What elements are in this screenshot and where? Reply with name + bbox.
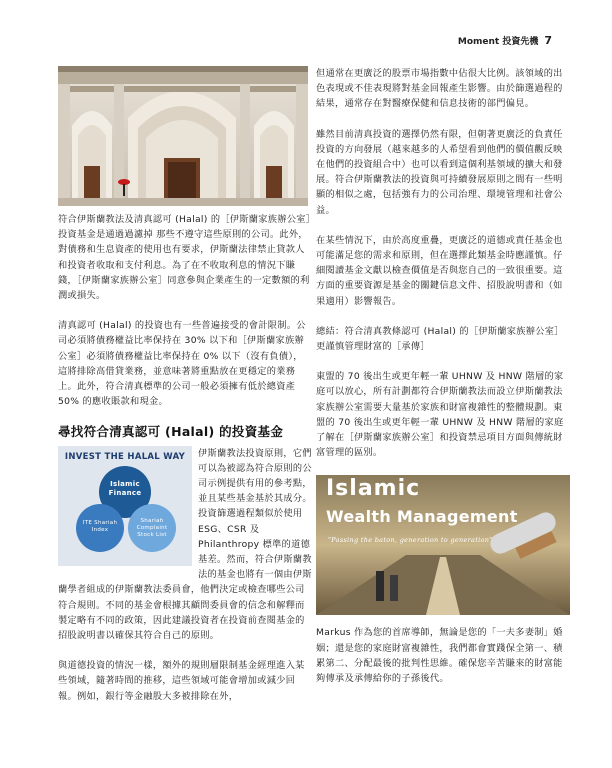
paragraph-markus-mentor: Markus 作為您的首席導師，無論是您的「一夫多妻制」婚姻；還是您的家庭財富複雜性，我們都會實踐保全第一、積累第二、分配最後的批判性思維。確保您辛苦賺來的財富能夠傳承及承傳給你的子孫後代。 — [316, 627, 563, 685]
wealth-image-title-line1: Islamic — [326, 476, 421, 502]
paragraph-responsible-investing: 雖然目前清真投資的選擇仍然有限，但朝著更廣泛的負責任投資的方向發展（越來越多的人希望看到他們的價值觀反映在他們的投資組合中）也可以看到這個利基領域的擴大和發展。符合伊斯蘭教法的投資與可持續發展原則之間有一些明顯的相似之處，包括強有力的公司治理、環境管理和社會公益。 — [316, 128, 563, 216]
paragraph-accounting-limits: 清真認可 (Halal) 的投資也有一些普遍接受的會計限制。公司必須將債務權益比率保持在 30% 以下和［伊斯蘭家族辦公室］必須將債務權益比率保持在 0% 以下（沒有負債），這將排除高借貸業務，並意味著將重點放在更穩定的業務上。此外，符合清真標準的公司一般必須擁有低於總資產 50% 的應收賬款和現金。 — [58, 320, 306, 408]
mosque-photo — [58, 66, 308, 206]
paragraph-ethical-funds: 在某些情況下，由於高度重疊，更廣泛的道德或責任基金也可能滿足您的需求和原則，但在選擇此類基金時應謹慎。仔細閱讀基金文獻以檢查價值是否與您自己的一致很重要。這方面的重要資源是基金的關鍵信息文件、招股說明書和（如果適用）影響報告。 — [316, 234, 563, 307]
page-number: 7 — [544, 34, 552, 47]
halal-graphic-left-label: ITE Shariah Index — [82, 519, 118, 533]
paragraph-shariah-principles: 伊斯蘭教法投資原則，它們可以為被認為符合原則的公司示例提供有用的參考點，並且某些基金基於其成分。投資篩選過程類似於使用 ESG、CSR 及 Philanthropy 標準的道德基差。然而，符合伊斯蘭教法的基金也將有一個由伊斯蘭學者組成的伊斯蘭教法委員會，他們決定或檢查哪些公司符合規則。不同的基金會根據其顧問委員會的信念和解釋而製定略有不同的政策，因此建議投資者在投資前查閱基金的招股說明書以確保其符合自己的原則。 — [58, 447, 312, 642]
right-column — [316, 66, 570, 701]
halal-graphic-center-label: Islamic Finance — [108, 479, 142, 497]
wealth-image-title-line2: Wealth Management — [326, 507, 518, 527]
magazine-title: Moment 投資先機 — [457, 37, 539, 47]
page-header — [458, 34, 552, 47]
paragraph-sector-bias: 但通常在更廣泛的股票市場指數中佔很大比例。該領域的出色表現或不佳表現將對基金回報產生影響。由於篩選過程的結果，通常存在對醫療保健和信息技術的部門偏見。 — [316, 68, 563, 110]
islamic-wealth-management-image — [316, 475, 570, 615]
halal-graphic-right-label: Shariah Complaint Stock List — [136, 517, 168, 538]
paragraph-summary: 總結：符合清真教條認可 (Halal) 的［伊斯蘭家族辦公室］更謹慎管理財富的［承傳］ — [316, 325, 564, 353]
wealth-image-tagline: "Passing the baton, generation to generation" — [328, 536, 493, 545]
section-heading: 尋找符合清真認可 (Halal) 的投資基金 — [58, 424, 284, 440]
halal-way-graphic — [58, 446, 192, 566]
paragraph-asean-families: 東盟的 70 後出生或更年輕一輩 UHNW 及 HNW 階層的家庭可以放心，所有計劃都符合伊斯蘭教法而設立伊斯蘭教法家族辦公室需要大量基於家族和財富複雜性的整體規劃。東盟的 70 後出生或更年輕一輩 UHNW 及 HNW 階層的家庭了解在［伊斯蘭家族辦公室］和投資禁忌項目方面與傳統財富管理的區別。 — [316, 371, 564, 459]
paragraph-ethical-investing: 與道德投資的情況一樣，額外的規則層限制基金經理進入某些領域，隨著時間的推移，這些領域可能會增加或減少回報。例如，銀行等金融股大多被排除在外， — [58, 660, 305, 702]
paragraph-halal-funds: 符合伊斯蘭教法及清真認可 (Halal) 的［伊斯蘭家族辦公室］投資基金是通過過濾掉 那些不遵守這些原則的公司。此外，對債務和生息資產的使用也有要求，伊斯蘭法律禁止貸款人和投資者收取和支付利息。為了在不收取利息的情況下賺錢，［伊斯蘭家族辦公室］同意參與企業產生的一定數額的利潤或損失。 — [58, 214, 311, 302]
left-column — [58, 212, 312, 719]
halal-graphic-title: INVEST THE HALAL WAY — [64, 451, 186, 462]
